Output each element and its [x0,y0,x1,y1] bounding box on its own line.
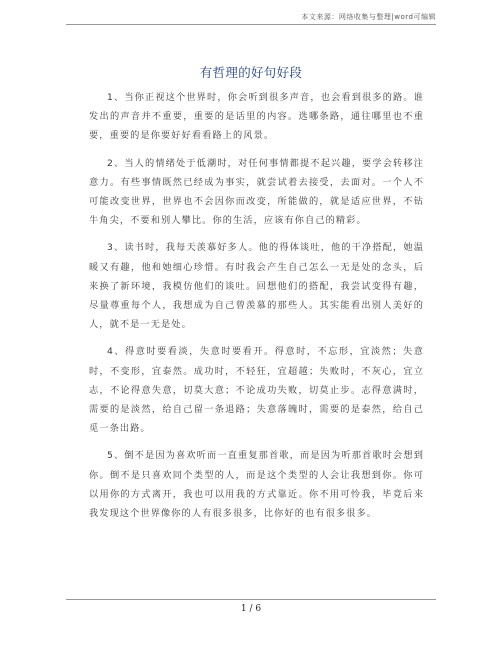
paragraph-2: 2、当人的情绪处于低潮时，对任何事情都提不起兴趣，要学会转移注意力。有些事情既然已经成为事实，就尝试着去接受，去面对。一个人不可能改变世界，世界也不会因你而改变，所能做的，就是适应世界，不钻牛角尖，不要和别人攀比。你的生活，应该有你自己的精彩。 [89,157,424,227]
document-title: 有哲理的好句好段 [199,65,303,80]
footer-divider [66,599,436,600]
header-source-note: 本文来源：网络收集与整理|word可编辑 [301,13,436,21]
paragraph-4: 4、得意时要看淡，失意时要看开。得意时，不忘形，宜淡然；失意时，不变形，宜泰然。成功时，不轻狂，宜超越；失败时，不灰心，宜立志，不论得意失意，切莫大意；不论成功失败，切莫止步。志得意满时，需要的是淡然，给自己留一条退路；失意落魄时，需要的是泰然，给自己觅一条出路。 [89,346,424,435]
page-number: 1 / 6 [240,604,262,614]
header-divider [66,24,436,25]
document-body [89,88,424,531]
paragraph-5: 5、倒不是因为喜欢听而一直重复那首歌，而是因为听那首歌时会想到你。倒不是只喜欢同个类型的人，而是这个类型的人会让我想到你。你可以用你的方式离开，我也可以用我的方式靠近。你不用可怜我，毕竟后来我发现这个世界像你的人有很多很多，比你好的也有很多很多。 [89,450,424,520]
paragraph-3: 3、读书时，我每天羡慕好多人。他的得体谈吐，他的干净搭配，她温暖又有趣，他和她细心珍惜。有时我会产生自己怎么一无是处的念头，后来换了新环境，我模仿他们的谈吐。回想他们的搭配，我尝试变得有趣，尽量尊重每个人，我想成为自己曾羡慕的那些人。其实能看出别人美好的人，就不是一无是处。 [89,242,424,331]
paragraph-1: 1、当你正视这个世界时，你会听到很多声音，也会看到很多的路。谁发出的声音并不重要，重要的是话里的内容。选哪条路，通往哪里也不重要，重要的是你要好好看看路上的风景。 [89,92,424,142]
